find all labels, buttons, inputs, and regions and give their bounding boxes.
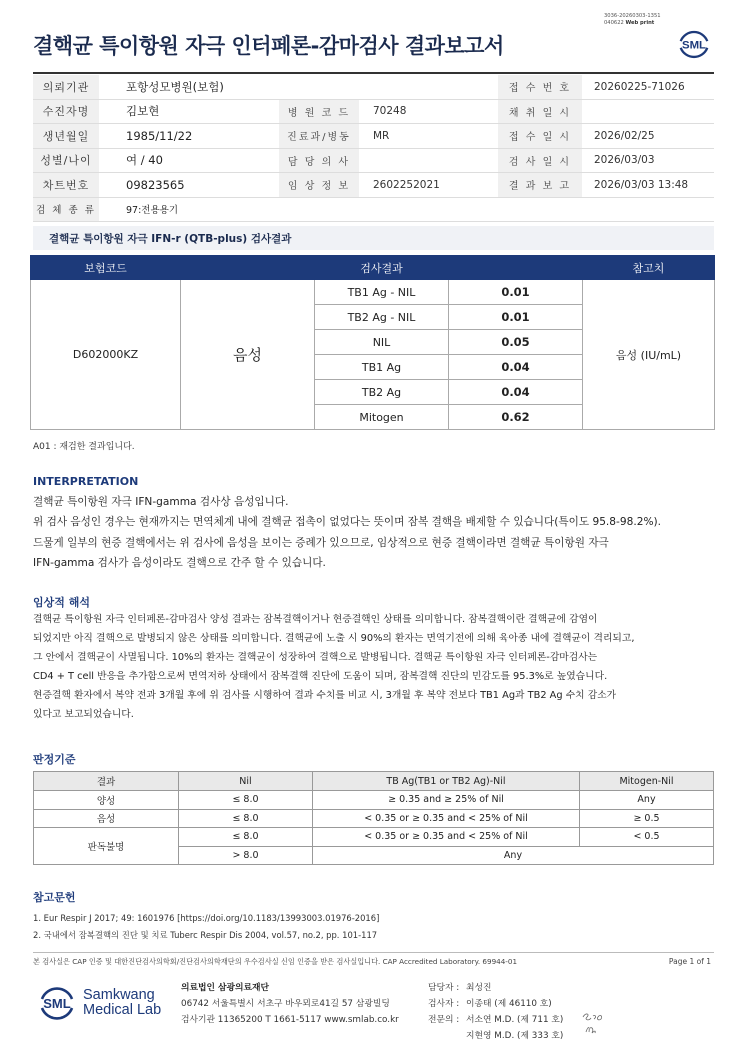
test-value: 0.04 (449, 355, 583, 380)
criteria-mitogen: < 0.5 (580, 828, 714, 847)
test-value: 0.62 (449, 405, 583, 430)
criteria-nil: ≤ 8.0 (179, 828, 313, 847)
criteria-nil: ≤ 8.0 (179, 791, 313, 810)
document-code (604, 13, 661, 26)
test-name: TB1 Ag - NIL (315, 280, 449, 305)
info-row (33, 149, 714, 174)
criteria-header: 결과 (34, 772, 179, 791)
info-value: 2602252021 (373, 178, 440, 191)
clinical-text (33, 610, 723, 724)
corporation-contact: 검사기관 11365200 T 1661-5117 www.smlab.co.kr (181, 1015, 399, 1025)
info-label: 접 수 번 호 (498, 75, 582, 99)
info-label: 결 과 보 고 (498, 173, 582, 197)
criteria-mitogen: Any (580, 791, 714, 810)
info-value: 2026/03/03 (594, 154, 655, 167)
info-label: 생년월일 (33, 124, 99, 148)
specimen-row (33, 198, 714, 223)
footer-divider (33, 952, 714, 953)
info-value: 여 / 40 (126, 153, 163, 168)
corporation-info (181, 980, 399, 1028)
reference-item: 2. 국내에서 잠복결핵의 진단 및 치료 Tuberc Respir Dis 2004, vol.57, no.2, pp. 101-117 (33, 929, 378, 940)
criteria-heading: 판정기준 (33, 753, 76, 766)
report-title: 결핵균 특이항원 자극 인터페론-감마검사 결과보고서 (33, 34, 504, 58)
interpretation-line: 드물게 일부의 현증 결핵에서는 위 검사에 음성을 보이는 증례가 있으므로, 임상적으로 현증 결핵이라면 결핵균 특이항원 자극 (33, 536, 609, 549)
interpretation-line: IFN-gamma 검사가 음성이라도 결핵으로 간주 할 수 있습니다. (33, 556, 326, 569)
clinical-line: 결핵균 특이항원 자극 인터페론-감마검사 양성 결과는 잠복결핵이거나 현증결핵인 상태를 의미합니다. 잠복결핵이란 결핵균에 감염이 (33, 614, 598, 625)
info-row (33, 173, 714, 198)
clinical-line: 되었지만 아직 결핵으로 발병되지 않은 상태를 의미합니다. 결핵균에 노출 시 90%의 환자는 면역기전에 의해 육아종 내에 결핵균이 격리되고, (33, 633, 635, 644)
lab-name: Samkwang Medical Lab (83, 987, 162, 1018)
test-value: 0.05 (449, 330, 583, 355)
info-value: 20260225-71026 (594, 80, 685, 93)
retest-note: A01 : 재검한 결과입니다. (33, 442, 135, 452)
references-heading: 참고문헌 (33, 891, 76, 904)
result-section-title: 결핵균 특이항원 자극 IFN-r (QTB-plus) 검사결과 (33, 226, 714, 250)
specimen-value: 97:전용용기 (126, 205, 178, 217)
criteria-result: 판독불명 (34, 828, 179, 865)
title-divider (33, 72, 714, 74)
corporation-address: 06742 서울특별시 서초구 바우뫼로41길 57 삼광빌딩 (181, 999, 390, 1009)
info-label: 병 원 코 드 (279, 100, 359, 124)
info-value: 1985/11/22 (126, 128, 193, 143)
signer-row: 지현영 M.D. (제 333 호) (466, 1031, 564, 1041)
clinical-line: CD4 + T cell 반응을 추가함으로써 면역저하 상태에서 잠복결핵 진단에 도움이 되며, 잠복결핵 진단의 민감도를 95.3%로 높였습니다. (33, 671, 608, 682)
reference-range: 음성 (IU/mL) (583, 280, 715, 430)
info-label: 차트번호 (33, 173, 99, 197)
overall-result: 음성 (181, 280, 315, 430)
info-label: 수진자명 (33, 100, 99, 124)
test-name: Mitogen (315, 405, 449, 430)
criteria-any: Any (313, 846, 714, 865)
signer-row: 검사자 : 이종태 (제 46110 호) (428, 999, 552, 1009)
footer-logo (37, 983, 161, 1023)
info-label: 진료과/병동 (279, 124, 359, 148)
page-number: Page 1 of 1 (668, 957, 711, 966)
signer-row: 전문의 : 서소연 M.D. (제 711 호) (428, 1015, 564, 1025)
info-row (33, 75, 714, 100)
clinical-line: 그 안에서 결핵균이 사멸됩니다. 10%의 환자는 결핵균이 성장하여 결핵으로 발병됩니다. 결핵균 특이항원 자극 인터페론-감마검사는 (33, 652, 598, 663)
reference-item: 1. Eur Respir J 2017; 49: 1601976 [https://doi.org/10.1183/13993003.01976-2016] (33, 913, 380, 923)
test-name: NIL (315, 330, 449, 355)
interpretation-line: 위 검사 음성인 경우는 현재까지는 면역체계 내에 결핵균 접촉이 없었다는 뜻이며 잠복 결핵을 배제할 수 있습니다(특이도 95.8-98.2%). (33, 516, 662, 529)
info-label: 성별/나이 (33, 149, 99, 173)
test-name: TB2 Ag (315, 380, 449, 405)
patient-info-table (33, 75, 714, 222)
test-value: 0.01 (449, 305, 583, 330)
interpretation-text (33, 492, 723, 573)
info-value: 2026/02/25 (594, 129, 655, 142)
result-table (30, 255, 715, 430)
info-label: 임 상 정 보 (279, 173, 359, 197)
accreditation-note: 본 검사실은 CAP 인증 및 대한진단검사의학회/진단검사의학재단의 우수검사실 신임 인증을 받은 검사실입니다. CAP Accredited Laboratory. 69944-01 (33, 957, 518, 966)
interpretation-heading: INTERPRETATION (33, 475, 139, 488)
insurance-code: D602000KZ (31, 280, 181, 430)
svg-text:SML: SML (43, 996, 71, 1011)
info-label: 채 취 일 시 (498, 100, 582, 124)
info-value: 09823565 (126, 177, 185, 192)
info-row (33, 100, 714, 125)
clinical-line: 현증결핵 환자에서 복약 전과 3개월 후에 위 검사를 시행하여 결과 수치를 비교 시, 3개월 후 복약 전보다 TB1 Ag과 TB2 Ag 수치 감소가 (33, 690, 617, 701)
info-value: MR (373, 129, 390, 142)
criteria-tb: ≥ 0.35 and ≥ 25% of Nil (313, 791, 580, 810)
criteria-result: 양성 (34, 791, 179, 810)
document-code-line1: 3036-20260303-1351 (604, 13, 661, 19)
info-value: 2026/03/03 13:48 (594, 178, 689, 191)
criteria-nil: ≤ 8.0 (179, 809, 313, 828)
criteria-mitogen: ≥ 0.5 (580, 809, 714, 828)
header-result: 검사결과 (181, 256, 583, 280)
header-ref: 참고치 (583, 256, 715, 280)
clinical-heading: 임상적 해석 (33, 596, 90, 609)
info-label: 검 사 일 시 (498, 149, 582, 173)
header-code: 보험코드 (31, 256, 181, 280)
test-value: 0.04 (449, 380, 583, 405)
sml-logo-icon (675, 25, 713, 63)
info-value: 포항성모병원(보험) (126, 79, 224, 94)
info-label: 담 당 의 사 (279, 149, 359, 173)
document-code-line2: 040622 Web print (604, 19, 655, 26)
info-row (33, 124, 714, 149)
specimen-label: 검 체 종 류 (33, 198, 99, 222)
clinical-line: 있다고 보고되었습니다. (33, 709, 134, 720)
criteria-tb: < 0.35 or ≥ 0.35 and < 25% of Nil (313, 828, 580, 847)
criteria-header: TB Ag(TB1 or TB2 Ag)-Nil (313, 772, 580, 791)
test-value: 0.01 (449, 280, 583, 305)
criteria-header: Mitogen-Nil (580, 772, 714, 791)
criteria-result: 음성 (34, 809, 179, 828)
signature-icon (580, 1008, 614, 1038)
criteria-tb: < 0.35 or ≥ 0.35 and < 25% of Nil (313, 809, 580, 828)
interpretation-line: 결핵균 특이항원 자극 IFN-gamma 검사상 음성입니다. (33, 496, 289, 508)
criteria-table (33, 771, 714, 865)
info-label: 의뢰기관 (33, 75, 99, 99)
test-name: TB2 Ag - NIL (315, 305, 449, 330)
test-name: TB1 Ag (315, 355, 449, 380)
info-label: 접 수 일 시 (498, 124, 582, 148)
signers-list (428, 980, 563, 1044)
corporation-name: 의료법인 삼광의료재단 (181, 983, 270, 993)
svg-text:SML: SML (681, 39, 707, 52)
sml-logo-icon (37, 983, 77, 1023)
references-list (33, 910, 379, 943)
criteria-header: Nil (179, 772, 313, 791)
info-value: 김보현 (126, 104, 160, 119)
signer-row: 담당자 : 최성진 (428, 983, 492, 993)
info-value: 70248 (373, 105, 407, 118)
criteria-nil: > 8.0 (179, 846, 313, 865)
